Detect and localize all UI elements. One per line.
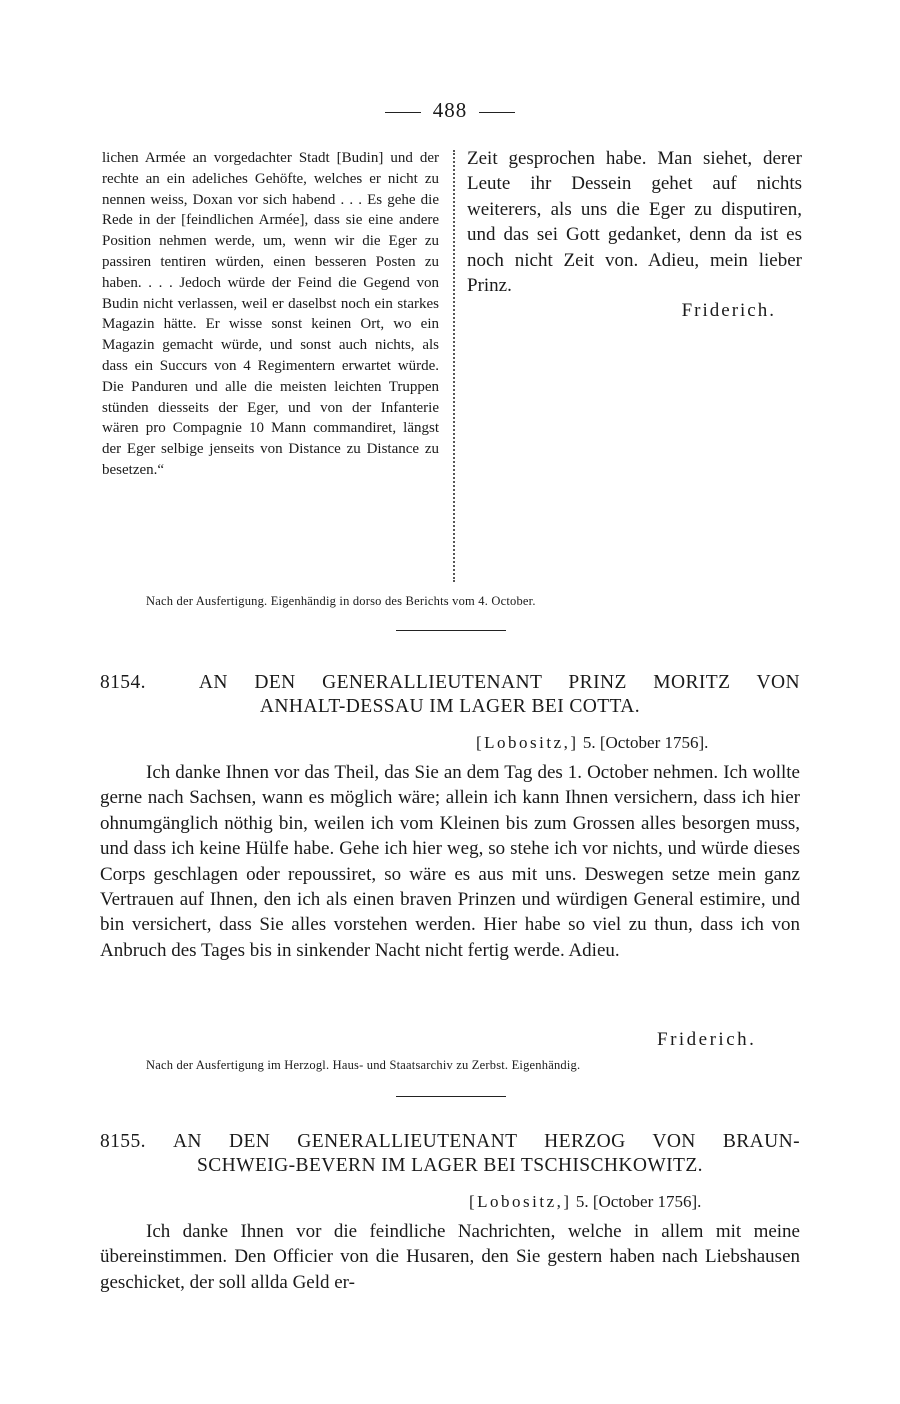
letter-8154-body-text: Ich danke Ihnen vor das Theil, das Sie an dem Tag des 1. October nehmen. Ich wollte gerne nach Sachsen, wann es möglich wäre; allein ich kann Ihnen versichern, dass ich hier ohnumgänglich nöthig bin, weilen ich vom Kleinen bis zum Grossen alles besorgen muss, und dass ich keine Hülfe habe. Gehe ich hier weg, so stehe ich vor nichts, und würde dieses Corps geschlagen oder repoussiret, so wäre es aus mit uns. Deswegen setze mein ganz Vertrauen auf Ihnen, den ich als einen braven Prinzen und würdigen General estimire, und bin versichert, dass Sie alles vorstehen werden. Hier habe so viel zu thun, dass ich von Anbruch des Tages bis in sinkender Nacht nicht fertig werde. Adieu.: [100, 762, 800, 961]
letter-addressee: AN DEN GENERALLIEUTENANT HERZOG VON BRAUN-: [172, 1131, 800, 1152]
carryover-left-column: [102, 148, 439, 481]
letter-8154-heading-line1: [100, 671, 800, 695]
left-column-text: lichen Armée an vorgedachter Stadt [Budin] und der rechte an ein adeliches Gehöfte, welches er nicht zu nennen weiss, Doxan vor sich habend . . . Es gehe die Rede in der [feindlichen Armée], dass sie eine andere Position nehmen werde, um, wenn wir die Eger zu passiren tentiren würden, einen besseren Posten zu haben. . . . Jedoch würde der Feind die Gegend von Budin nicht verlassen, weil er daselbst noch ein starkes Magazin hätte. Er wisse sonst keinen Ort, wo ein Magazin gemacht würde, und sonst auch nichts, als dass ein Succurs von 4 Regimentern erwartet würde. Die Panduren und alle die meisten leichten Truppen stünden diesseits der Eger, und von der Infanterie wären pro Compagnie 10 Mann commandiret, längst der Eger selbige jenseits von Distance zu Distance zu besetzen.“: [102, 150, 439, 478]
letter-8155-body-text: Ich danke Ihnen vor die feindliche Nachrichten, welche in allem mit meine übereinstimmen. Den Officier von die Husaren, den Sie gestern haben nach Liebshausen geschicket, der soll allda Geld er-: [100, 1221, 800, 1293]
letter-addressee: AN DEN GENERALLIEUTENANT PRINZ MORITZ VON: [198, 672, 800, 693]
dateline-date: 5. [October 1756].: [575, 1192, 702, 1211]
dateline-place: [Lobositz,]: [469, 1192, 572, 1211]
section-rule: [396, 1096, 506, 1097]
section-rule: [396, 630, 506, 631]
dateline-place: [Lobositz,]: [476, 733, 579, 752]
letter-8154-heading-line2: ANHALT-DESSAU IM LAGER BEI COTTA.: [259, 696, 641, 717]
letter-8154-source-note: Nach der Ausfertigung im Herzogl. Haus- und Staatsarchiv zu Zerbst. Eigenhändig.: [146, 1058, 581, 1072]
dash-ornament: [479, 112, 515, 113]
page-number-line: [0, 98, 900, 123]
column-divider: [453, 150, 455, 582]
carryover-right-column: [467, 146, 802, 324]
right-column-text: Zeit gesprochen habe. Man siehet, derer Leute ihr Dessein gehet auf nichts weiterers, als uns die Eger zu disputiren, und das sei Gott gedanket, denn da ist es noch nicht Zeit von. Adieu, mein lieber Prinz.: [467, 148, 802, 297]
page-number: 488: [432, 98, 468, 122]
letter-8155-heading-line1: [100, 1130, 800, 1154]
letter-8155-dateline: [469, 1192, 701, 1212]
dash-ornament: [385, 112, 421, 113]
letter-8154-signature: Friderich.: [657, 1029, 757, 1050]
letter-number: 8155.: [100, 1131, 146, 1152]
letter-8154-body: [100, 760, 800, 963]
letter-8155-heading-line2: SCHWEIG-BEVERN IM LAGER BEI TSCHISCHKOWITZ.: [197, 1155, 703, 1176]
letter-8155-heading: [100, 1130, 800, 1178]
letter-8154-heading: [100, 671, 800, 719]
carryover-signature: Friderich.: [681, 300, 776, 322]
carryover-source-note: Nach der Ausfertigung. Eigenhändig in dorso des Berichts vom 4. October.: [146, 594, 536, 608]
dateline-date: 5. [October 1756].: [582, 733, 709, 752]
letter-number: 8154.: [100, 672, 146, 693]
letter-8155-body: [100, 1219, 800, 1295]
letter-8154-dateline: [476, 733, 708, 753]
